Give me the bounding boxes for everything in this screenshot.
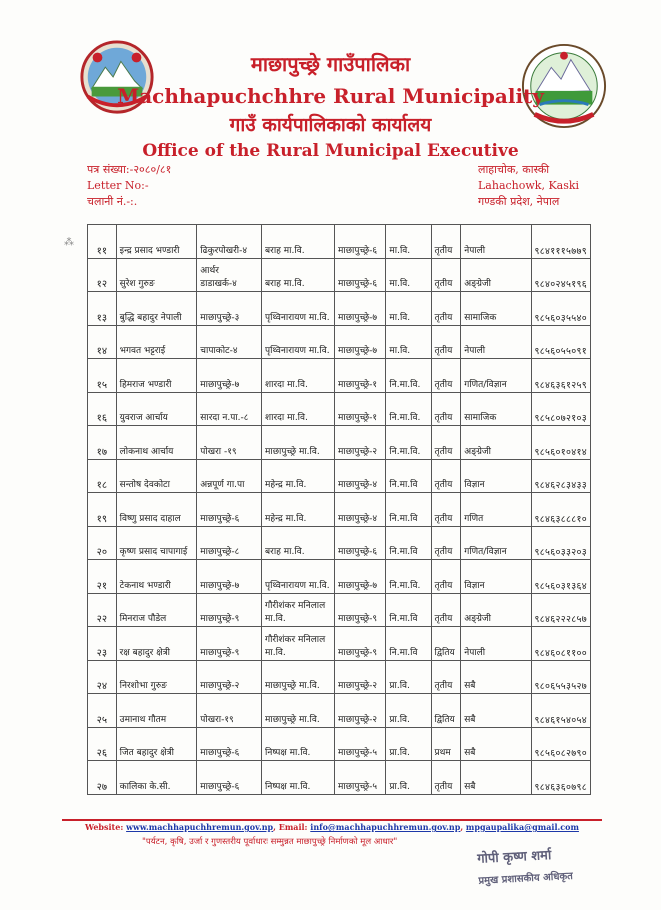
cell-sn: १४ [88, 325, 117, 359]
cell-type: नि.मा.वि. [386, 426, 431, 460]
cell-name: कालिका के.सी. [116, 761, 197, 795]
province: गण्डकी प्रदेश, नेपाल [478, 195, 560, 208]
cell-position: तृतीय [431, 493, 461, 527]
cell-sn: २२ [88, 593, 117, 627]
cell-school: बराह मा.वि. [262, 258, 335, 292]
table-row [88, 493, 591, 527]
cell-address: ढिकुरपोखरी-४ [197, 225, 262, 259]
cell-local-level: माछापुच्छ्रे-६ [335, 526, 386, 560]
cell-local-level: माछापुच्छ्रे-९ [335, 593, 386, 627]
cell-type: नि.मा.वि [386, 593, 431, 627]
cell-subject: सामाजिक [461, 392, 531, 426]
cell-sn: २७ [88, 761, 117, 795]
cell-address: माछापुच्छ्रे-३ [197, 292, 262, 326]
cell-local-level: माछापुच्छ्रे-५ [335, 727, 386, 761]
cell-type: मा.वि. [386, 325, 431, 359]
cell-school: माछापुच्छ्रे मा.वि. [262, 426, 335, 460]
cell-subject: नेपाली [461, 627, 531, 661]
cell-phone: ९८५६०१०४१४ [531, 426, 590, 460]
cell-subject: विज्ञान [461, 459, 531, 493]
cell-address: चापाकोट-४ [197, 325, 262, 359]
stamp-name: गोपी कृष्ण शर्मा [476, 848, 552, 867]
cell-name: इन्द्र प्रसाद भण्डारी [116, 225, 197, 259]
cell-type: नि.मा.वि [386, 459, 431, 493]
cell-local-level: माछापुच्छ्रे-७ [335, 560, 386, 594]
cell-address: माछापुच्छ्रे-९ [197, 627, 262, 661]
cell-position: तृतीय [431, 225, 461, 259]
cell-type: प्रा.वि. [386, 761, 431, 795]
cell-position: तृतीय [431, 593, 461, 627]
cell-position: द्वितिय [431, 694, 461, 728]
cell-sn: १९ [88, 493, 117, 527]
website-label: Website: [85, 822, 124, 832]
cell-phone: ९८५८०७२१०३ [531, 392, 590, 426]
cell-address: पोखरा-१९ [197, 694, 262, 728]
website-link[interactable]: www.machhapuchhremun.gov.np [126, 822, 274, 832]
chalani-no: चलानी नं.-:. [87, 195, 138, 208]
cell-name: बुद्धि बहादुर नेपाली [116, 292, 197, 326]
cell-phone: ९८५६०३१३६४ [531, 560, 590, 594]
cell-phone: ९८४६१५४०५४ [531, 694, 590, 728]
cell-name: उमानाथ गौतम [116, 694, 197, 728]
cell-sn: १७ [88, 426, 117, 460]
cell-subject: सबै [461, 660, 531, 694]
cell-local-level: माछापुच्छ्रे-६ [335, 225, 386, 259]
cell-sn: २० [88, 526, 117, 560]
cell-name: मिनराज पौडेल [116, 593, 197, 627]
cell-local-level: माछापुच्छ्रे-२ [335, 694, 386, 728]
cell-local-level: माछापुच्छ्रे-४ [335, 459, 386, 493]
cell-phone: ९८४६३६०७९८ [531, 761, 590, 795]
office-name-english: Office of the Rural Municipal Executive [142, 141, 519, 161]
patra-sankhya: पत्र संख्या:-२०८०/८१ [87, 163, 172, 176]
cell-address: माछापुच्छ्रे-८ [197, 526, 262, 560]
cell-sn: ११ [88, 225, 117, 259]
cell-position: तृतीय [431, 560, 461, 594]
table-row [88, 426, 591, 460]
cell-sn: १३ [88, 292, 117, 326]
cell-subject: अङ्ग्रेजी [461, 426, 531, 460]
table-row [88, 225, 591, 259]
margin-mark: ⁂ [64, 237, 74, 248]
cell-phone: ९८४६३८८८१० [531, 493, 590, 527]
cell-name: टेकनाथ भण्डारी [116, 560, 197, 594]
cell-school: शारदा मा.वि. [262, 392, 335, 426]
cell-address: पोखरा -१९ [197, 426, 262, 460]
cell-type: नि.मा.वि [386, 627, 431, 661]
cell-type: नि.मा.वि [386, 526, 431, 560]
footer-divider [62, 819, 602, 821]
cell-subject: अङ्ग्रेजी [461, 593, 531, 627]
cell-subject: अङ्ग्रेजी [461, 258, 531, 292]
cell-address: अन्नपूर्ण गा.पा [197, 459, 262, 493]
cell-school: बराह मा.वि. [262, 225, 335, 259]
table-row [88, 761, 591, 795]
cell-school: माछापुच्छ्रे मा.वि. [262, 694, 335, 728]
cell-school: पृथ्विनारायण मा.वि. [262, 292, 335, 326]
cell-position: तृतीय [431, 392, 461, 426]
cell-position: तृतीय [431, 459, 461, 493]
cell-position: द्वितिय [431, 627, 461, 661]
cell-school: पृथ्विनारायण मा.वि. [262, 325, 335, 359]
cell-address: माछापुच्छ्रे-९ [197, 593, 262, 627]
email-label: Email: [278, 822, 308, 832]
table-row [88, 392, 591, 426]
cell-name: सुरेश गुरुङ [116, 258, 197, 292]
place-nepali: लाहाचोक, कास्की [478, 163, 550, 176]
municipality-name-nepali: माछापुच्छ्रे गाउँपालिका [250, 52, 411, 76]
place-english: Lahachowk, Kaski [478, 179, 580, 192]
cell-sn: २४ [88, 660, 117, 694]
cell-phone: ९८५६०३५५४० [531, 292, 590, 326]
table-row [88, 560, 591, 594]
cell-local-level: माछापुच्छ्रे-७ [335, 292, 386, 326]
cell-type: नि.मा.वि [386, 493, 431, 527]
cell-phone: ९८०६५५३५२७ [531, 660, 590, 694]
cell-address: आर्थर डाडाखर्क-४ [197, 258, 262, 292]
table-row [88, 627, 591, 661]
cell-phone: ९८५६०३३२०३ [531, 526, 590, 560]
cell-subject: नेपाली [461, 225, 531, 259]
cell-position: तृतीय [431, 761, 461, 795]
cell-phone: ९८४१११५७७९ [531, 225, 590, 259]
cell-address: माछापुच्छ्रे-७ [197, 560, 262, 594]
table-row [88, 459, 591, 493]
cell-name: सन्तोष देवकोटा [116, 459, 197, 493]
cell-school: माछापुच्छ्रे मा.वि. [262, 660, 335, 694]
cell-phone: ९८४६३६१२५९ [531, 359, 590, 393]
cell-address: माछापुच्छ्रे-२ [197, 660, 262, 694]
table-row [88, 292, 591, 326]
cell-name: हिमराज भण्डारी [116, 359, 197, 393]
cell-subject: नेपाली [461, 325, 531, 359]
footer-tagline: "पर्यटन, कृषि, उर्जा र गुणस्तरीय पूर्वाधारः सम्मुन्नत माछापुच्छ्रे निर्माणको मूल आधार" [142, 837, 398, 847]
cell-position: तृतीय [431, 526, 461, 560]
cell-sn: २५ [88, 694, 117, 728]
cell-name: निरशोभा गुरुङ [116, 660, 197, 694]
cell-position: प्रथम [431, 727, 461, 761]
cell-type: नि.मा.वि. [386, 392, 431, 426]
cell-type: मा.वि. [386, 258, 431, 292]
table-row [88, 325, 591, 359]
cell-name: रक्ष बहादुर क्षेत्री [116, 627, 197, 661]
cell-name: कृष्ण प्रसाद चापागाई [116, 526, 197, 560]
cell-school: गौरीशंकर मनिलाल मा.वि. [262, 593, 335, 627]
cell-subject: गणित/विज्ञान [461, 526, 531, 560]
gmail-link[interactable]: mpgaupalika@gmail.com [465, 822, 579, 832]
cell-local-level: माछापुच्छ्रे-६ [335, 258, 386, 292]
letter-meta-left [87, 162, 171, 210]
cell-school: निष्पक्ष मा.वि. [262, 761, 335, 795]
cell-type: मा.वि. [386, 292, 431, 326]
cell-name: विष्णु प्रसाद दाहाल [116, 493, 197, 527]
cell-address: माछापुच्छ्रे-६ [197, 761, 262, 795]
cell-sn: २१ [88, 560, 117, 594]
cell-name: जित बहादुर क्षेत्री [116, 727, 197, 761]
cell-sn: २३ [88, 627, 117, 661]
cell-type: नि.मा.वि. [386, 359, 431, 393]
cell-phone: ९८४०२४५१९६ [531, 258, 590, 292]
cell-address: सारदा न.पा.-८ [197, 392, 262, 426]
cell-local-level: माछापुच्छ्रे-२ [335, 426, 386, 460]
cell-subject: सबै [461, 761, 531, 795]
cell-school: बराह मा.वि. [262, 526, 335, 560]
cell-school: गौरीशंकर मनिलाल मा.वि. [262, 627, 335, 661]
cell-position: तृतीय [431, 426, 461, 460]
cell-position: तृतीय [431, 325, 461, 359]
cell-phone: ९८४६०८११०० [531, 627, 590, 661]
cell-subject: गणित/विज्ञान [461, 359, 531, 393]
cell-school: निष्पक्ष मा.वि. [262, 727, 335, 761]
cell-sn: २६ [88, 727, 117, 761]
cell-type: प्रा.वि. [386, 727, 431, 761]
cell-address: माछापुच्छ्रे-७ [197, 359, 262, 393]
cell-position: तृतीय [431, 359, 461, 393]
cell-sn: १२ [88, 258, 117, 292]
cell-local-level: माछापुच्छ्रे-१ [335, 392, 386, 426]
table-row [88, 359, 591, 393]
cell-subject: सबै [461, 694, 531, 728]
cell-address: माछापुच्छ्रे-६ [197, 727, 262, 761]
stamp-title: प्रमुख प्रशासकीय अधिकृत [478, 870, 574, 887]
cell-name: युवराज आर्चाय [116, 392, 197, 426]
cell-school: पृथ्विनारायण मा.वि. [262, 560, 335, 594]
office-name-nepali: गाउँ कार्यपालिकाको कार्यालय [229, 114, 432, 136]
cell-name: लोकनाथ आर्चाय [116, 426, 197, 460]
table-row [88, 593, 591, 627]
letter-meta-right [478, 162, 579, 210]
cell-local-level: माछापुच्छ्रे-७ [335, 325, 386, 359]
cell-local-level: माछापुच्छ्रे-४ [335, 493, 386, 527]
table-row [88, 526, 591, 560]
table-row [88, 258, 591, 292]
letter-no: Letter No:- [87, 179, 149, 192]
cell-type: नि.मा.वि. [386, 560, 431, 594]
cell-local-level: माछापुच्छ्रे-५ [335, 761, 386, 795]
cell-phone: ९८५६०८२७९० [531, 727, 590, 761]
municipality-name-english: Machhapuchchhre Rural Municipality [117, 84, 544, 108]
teacher-list-table [87, 224, 591, 795]
cell-local-level: माछापुच्छ्रे-१ [335, 359, 386, 393]
cell-address: माछापुच्छ्रे-६ [197, 493, 262, 527]
cell-sn: १६ [88, 392, 117, 426]
table-row [88, 727, 591, 761]
cell-name: भगवत भट्टराई [116, 325, 197, 359]
cell-type: मा.वि. [386, 225, 431, 259]
cell-school: शारदा मा.वि. [262, 359, 335, 393]
cell-local-level: माछापुच्छ्रे-९ [335, 627, 386, 661]
email-link[interactable]: info@machhapuchhremun.gov.np [310, 822, 461, 832]
cell-sn: १५ [88, 359, 117, 393]
footer-contact: Website: www.machhapuchhremun.gov.np, Email: info@machhapuchhremun.gov.np, mpgaupalika@gmail.com [85, 822, 579, 832]
cell-sn: १८ [88, 459, 117, 493]
cell-subject: विज्ञान [461, 560, 531, 594]
cell-subject: गणित [461, 493, 531, 527]
cell-phone: ९८४६२२२८५७ [531, 593, 590, 627]
cell-type: प्रा.वि. [386, 660, 431, 694]
cell-position: तृतीय [431, 292, 461, 326]
cell-subject: सामाजिक [461, 292, 531, 326]
cell-school: महेन्द्र मा.वि. [262, 459, 335, 493]
cell-subject: सबै [461, 727, 531, 761]
cell-position: तृतीय [431, 258, 461, 292]
cell-school: महेन्द्र मा.वि. [262, 493, 335, 527]
cell-phone: ९८४६२८३४३३ [531, 459, 590, 493]
officer-stamp [477, 843, 589, 899]
cell-position: तृतीय [431, 660, 461, 694]
table-row [88, 660, 591, 694]
cell-type: प्रा.वि. [386, 694, 431, 728]
cell-local-level: माछापुच्छ्रे-२ [335, 660, 386, 694]
cell-phone: ९८५६०५५०९१ [531, 325, 590, 359]
table-row [88, 694, 591, 728]
